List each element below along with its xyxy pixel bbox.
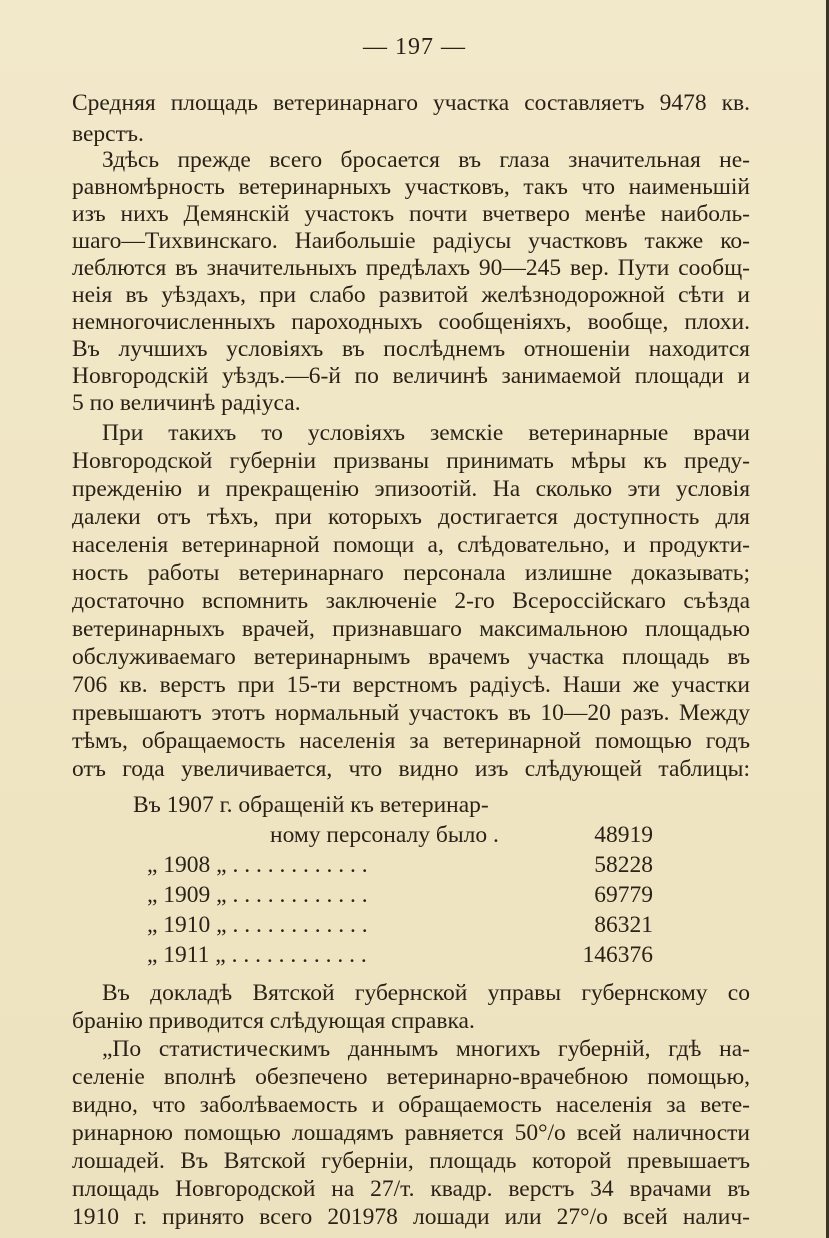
text-line: достаточно вспомнить заключеніе 2-го Всероссійскаго съѣзда — [72, 588, 750, 614]
text-line: ринарною помощью лошадямъ равняется 50°/о всей наличности — [72, 1120, 750, 1146]
text-line: Средняя площадь ветеринарнаго участка составляетъ 9478 кв. — [72, 90, 750, 116]
table-row-label: „ 1908 „ . . . . . . . . . . . . — [147, 852, 368, 878]
text-line: Въ докладѣ Вятской губернской управы губернскому со — [102, 980, 750, 1006]
text-line: площадь Новгородской на 27/т. квадр. верстъ 34 врачами въ — [72, 1176, 750, 1202]
text-line: прежденію и прекращенію эпизоотій. На сколько эти условія — [72, 476, 750, 502]
text-line: немногочисленныхъ пароходныхъ сообщеніяхъ, вообще, плохи. — [72, 309, 750, 335]
table-row — [147, 880, 653, 911]
table-row-label: „ 1911 „ . . . . . . . . . . . . — [147, 942, 367, 968]
table-row-label: ному персоналу было . — [270, 822, 499, 848]
text-line: тѣмъ, обращаемость населенія за ветеринарной помощью годъ — [72, 728, 750, 754]
table-row-value: 86321 — [594, 912, 653, 938]
text-line: видно, что заболѣваемость и обращаемость населенія за вете- — [72, 1092, 750, 1118]
text-line: Здѣсь прежде всего бросается въ глаза значительная не- — [102, 147, 750, 173]
table-row — [147, 940, 653, 971]
text-line: ность работы ветеринарнаго персонала излишне доказывать; — [72, 560, 750, 586]
text-line: ветеринарныхъ врачей, признавшаго максимальною площадью — [72, 616, 750, 642]
text-line: Въ лучшихъ условіяхъ въ послѣднемъ отношеніи находится — [72, 336, 750, 362]
text-line: нeія въ уѣздахъ, при слабо развитой желѣзнодорожной сѣти и — [72, 282, 750, 308]
table-row-label: Въ 1907 г. обращеній къ ветеринар- — [133, 792, 489, 818]
text-line: равномѣрность ветеринарныхъ участковъ, такъ что наименьшій — [72, 174, 750, 200]
text-line: бранію приводится слѣдующая справка. — [72, 1008, 475, 1034]
table-row — [133, 790, 653, 821]
text-line: лошадей. Въ Вятской губерніи, площадь которой превышаетъ — [72, 1148, 750, 1174]
text-line: Новгородской губерніи призваны принимать мѣры къ преду- — [72, 448, 750, 474]
table-row-label: „ 1910 „ . . . . . . . . . . . . — [147, 912, 368, 938]
table-row — [270, 820, 653, 851]
text-line: 5 по величинѣ радіуса. — [72, 390, 301, 416]
text-line: 1910 г. принято всего 201978 лошади или 27°/о всей налич- — [72, 1204, 750, 1230]
text-line: изъ нихъ Демянскій участокъ почти вчетверо менѣе наиболь- — [72, 201, 750, 227]
text-line: обслуживаемаго ветеринарнымъ врачемъ участка площадь въ — [72, 644, 750, 670]
text-line: шаго—Тихвинскаго. Наибольшіе радіусы участковъ также ко- — [72, 228, 750, 254]
table-row-value: 48919 — [594, 822, 653, 848]
text-line: населенія ветеринарной помощи а, слѣдовательно, и продукти- — [72, 532, 750, 558]
text-line: При такихъ то условіяхъ земскіе ветеринарные врачи — [102, 420, 750, 446]
table-row-value: 58228 — [594, 852, 653, 878]
text-line: превышаютъ этотъ нормальный участокъ въ 10—20 разъ. Между — [72, 700, 750, 726]
page-number: — 197 — — [363, 34, 466, 60]
table-row-label: „ 1909 „ . . . . . . . . . . . . — [147, 882, 368, 908]
text-line: Новгородскій уѣздъ.—6-й по величинѣ занимаемой площади и — [72, 363, 750, 389]
table-row-value: 146376 — [582, 942, 653, 968]
text-line: „По статистическимъ даннымъ многихъ губерній, гдѣ на- — [102, 1036, 750, 1062]
text-line: 706 кв. верстъ при 15-ти верстномъ радіусѣ. Наши же участки — [72, 672, 750, 698]
text-line: леблются въ значительныхъ предѣлахъ 90—245 вер. Пути сообщ- — [72, 255, 750, 281]
text-line: отъ года увеличивается, что видно изъ слѣдующей таблицы: — [72, 756, 750, 782]
table-row — [147, 910, 653, 941]
table-row-value: 69779 — [594, 882, 653, 908]
text-line: верстъ. — [72, 121, 144, 147]
table-row — [147, 850, 653, 881]
text-line: далеки отъ тѣхъ, при которыхъ достигается доступность для — [72, 504, 750, 530]
text-line: селеніе вполнѣ обезпечено ветеринарно-врачебною помощью, — [72, 1064, 750, 1090]
